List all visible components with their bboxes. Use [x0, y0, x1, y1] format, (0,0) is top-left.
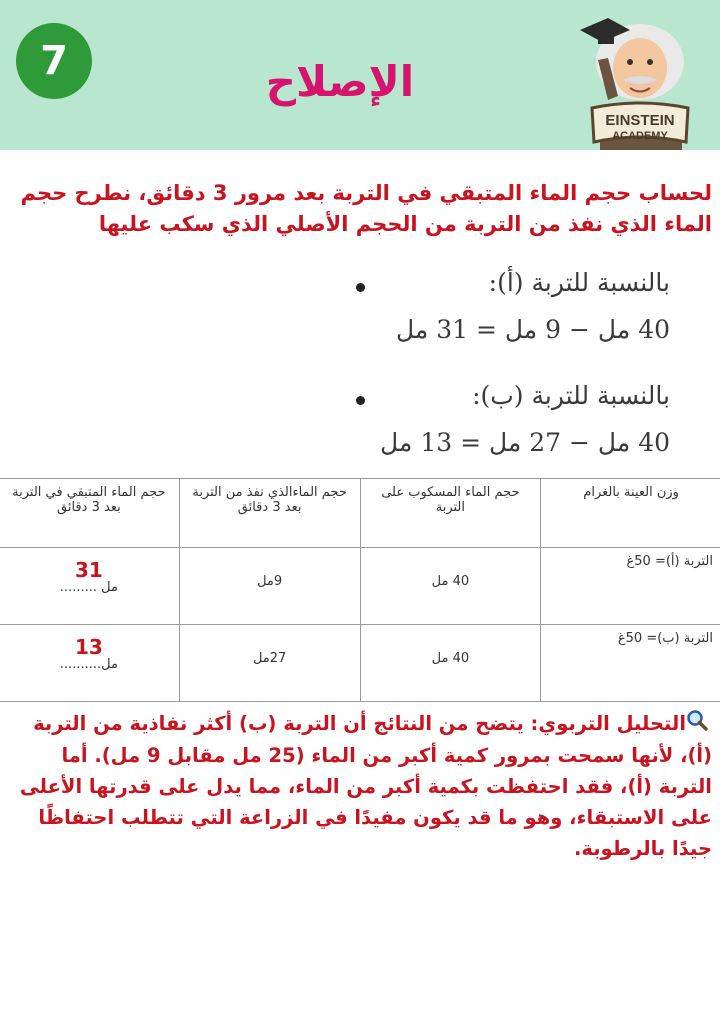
soil-b-equation: 40 مل − 27 مل = 13 مل [380, 428, 670, 457]
header-banner [0, 0, 720, 150]
svg-text:EINSTEIN: EINSTEIN [605, 112, 675, 129]
remaining-text-b: مل.......... [59, 657, 118, 672]
results-table [0, 478, 720, 702]
bullet-a [356, 283, 365, 292]
cell-sample-a: التربة (أ)= 50غ [541, 548, 720, 625]
cell-drained-b: 27مل [179, 625, 360, 702]
remaining-value-a: 31 [74, 558, 103, 582]
remaining-a [60, 554, 118, 595]
cell-poured-a: 40 مل [360, 548, 541, 625]
table-row [0, 548, 720, 625]
header-water-drained: حجم الماءالذي نفذ من التربة بعد 3 دقائق [179, 479, 360, 548]
bullet-b [356, 396, 365, 405]
cell-drained-a: 9مل [179, 548, 360, 625]
lesson-number-badge: 7 [16, 23, 92, 99]
header-sample-weight: وزن العينة بالغرام [541, 479, 720, 548]
cell-sample-b: التربة (ب)= 50غ [541, 625, 720, 702]
header-water-poured: حجم الماء المسكوب على التربة [360, 479, 541, 548]
analysis-text: التحليل التربوي: يتضح من النتائج أن التربة (ب) أكثر نفاذية من التربة (أ)، لأنها سمحت بمرور كمية أكبر من الماء (25 مل مقابل 9 مل). أما التربة (أ)، فقد احتفظت بكمية أكبر من الماء، مما يدل على قدرتها الأعلى على الاستبقاء، وهو ما قد يكون مفيدًا في الزراعة التي تتطلب احتفاظًا جيدًا بالرطوبة. [19, 712, 712, 860]
table-header-row [0, 479, 720, 548]
svg-text:ACADEMY: ACADEMY [612, 130, 668, 142]
soil-a-label: بالنسبة للتربة (أ): [488, 268, 670, 297]
remaining-text-a: مل ......... [59, 580, 118, 595]
magnifier-icon [686, 709, 708, 740]
soil-b-label: بالنسبة للتربة (ب): [472, 381, 670, 410]
remaining-b [60, 631, 118, 672]
soil-a-equation: 40 مل − 9 مل = 31 مل [395, 315, 670, 344]
cell-poured-b: 40 مل [360, 625, 541, 702]
table-row [0, 625, 720, 702]
analysis-paragraph [14, 708, 712, 864]
remaining-value-b: 13 [74, 635, 103, 659]
page-title: الإصلاح [265, 57, 415, 106]
intro-paragraph: لحساب حجم الماء المتبقي في التربة بعد مرور 3 دقائق، نطرح حجم الماء الذي نفذ من التربة من الحجم الأصلي الذي سكب عليها [20, 181, 712, 236]
cell-remaining-a [0, 548, 179, 625]
cell-remaining-b [0, 625, 179, 702]
header-water-remaining: حجم الماء المتبقي في التربة بعد 3 دقائق [0, 479, 179, 548]
einstein-academy-logo [578, 0, 700, 150]
